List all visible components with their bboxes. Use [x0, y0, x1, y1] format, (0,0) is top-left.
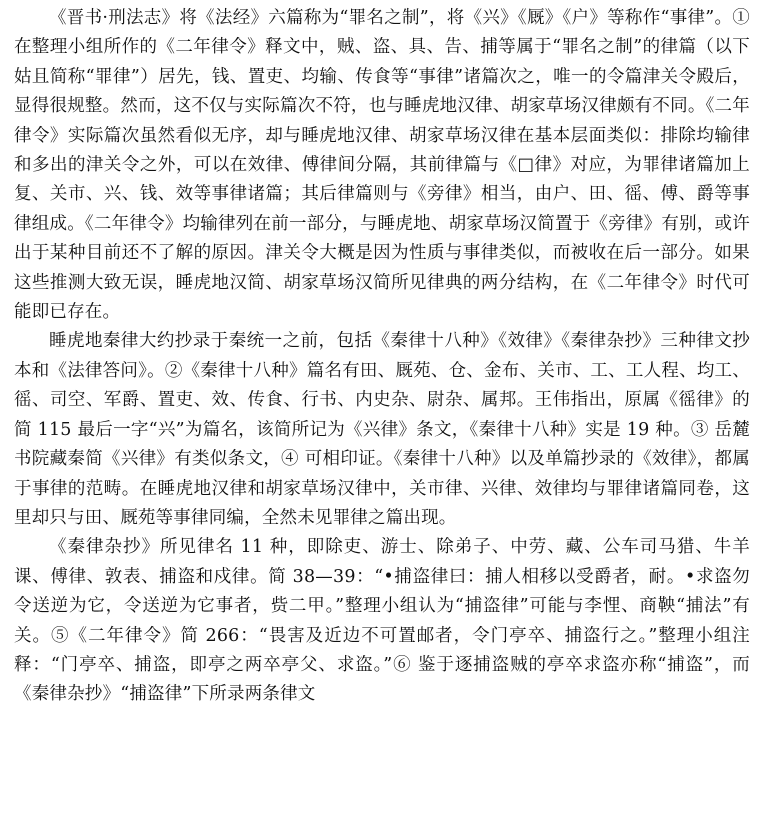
paragraph-3: 《秦律杂抄》所见律名 11 种，即除吏、游士、除弟子、中劳、藏、公车司马猎、牛羊课、傅律、敦表、捕盗和戍律。简 38—39：“•捕盗律曰：捕人相移以受爵者，耐。•求盗勿令送逆为它，令送逆为它事者，赀二甲。”整理小组认为“捕盗律”可能与李悝、商鞅“捕法”有关。⑤《二年律令》简 266：“畏害及近边不可置邮者，令门亭卒、捕盗行之。”整理小组注释：“门亭卒、捕盗，即亭之两卒亭父、求盗。”⑥ 鉴于逐捕盗贼的亭卒求盗亦称“捕盗”，而《秦律杂抄》“捕盗律”下所录两条律文 [14, 537, 750, 705]
paragraph-2: 睡虎地秦律大约抄录于秦统一之前，包括《秦律十八种》《效律》《秦律杂抄》三种律文抄本和《法律答问》。②《秦律十八种》篇名有田、厩苑、仓、金布、关市、工、工人程、均工、徭、司空、军爵、置吏、效、传食、行书、内史杂、尉杂、属邦。王伟指出，原属《徭律》的简 115 最后一字“兴”为篇名，该简所记为《兴律》条文，《秦律十八种》实是 19 种。③ 岳麓书院藏秦简《兴律》有类似条文，④ 可相印证。《秦律十八种》以及单篇抄录的《效律》，都属于事律的范畴。在睡虎地汉律和胡家草场汉律中，关市律、兴律、效律均与罪律诸篇同卷，这里却只与田、厩苑等事律同编，全然未见罪律之篇出现。 [14, 331, 750, 528]
paragraph-1: 《晋书·刑法志》将《法经》六篇称为“罪名之制”，将《兴》《厩》《户》等称作“事律”。① 在整理小组所作的《二年律令》释文中，贼、盗、具、告、捕等属于“罪名之制”的律篇（以下姑且简称“罪律”）居先，钱、置吏、均输、传食等“事律”诸篇次之，唯一的令篇津关令殿后，显得很规整。然而，这不仅与实际篇次不符，也与睡虎地汉律、胡家草场汉律颇有不同。《二年律令》实际篇次虽然看似无序，却与睡虎地汉律、胡家草场汉律在基本层面类似：排除均输律和多出的津关令之外，可以在效律、傅律间分隔，其前律篇与《□律》对应，为罪律诸篇加上复、关市、兴、钱、效等事律诸篇；其后律篇则与《旁律》相当，由户、田、徭、傅、爵等事律组成。《二年律令》均输律列在前一部分，与睡虎地、胡家草场汉简置于《旁律》有别，或许出于某种目前还不了解的原因。津关令大概是因为性质与事律类似，而被收在后一部分。如果这些推测大致无误，睡虎地汉简、胡家草场汉简所见律典的两分结构，在《二年律令》时代可能即已存在。 [14, 8, 750, 323]
